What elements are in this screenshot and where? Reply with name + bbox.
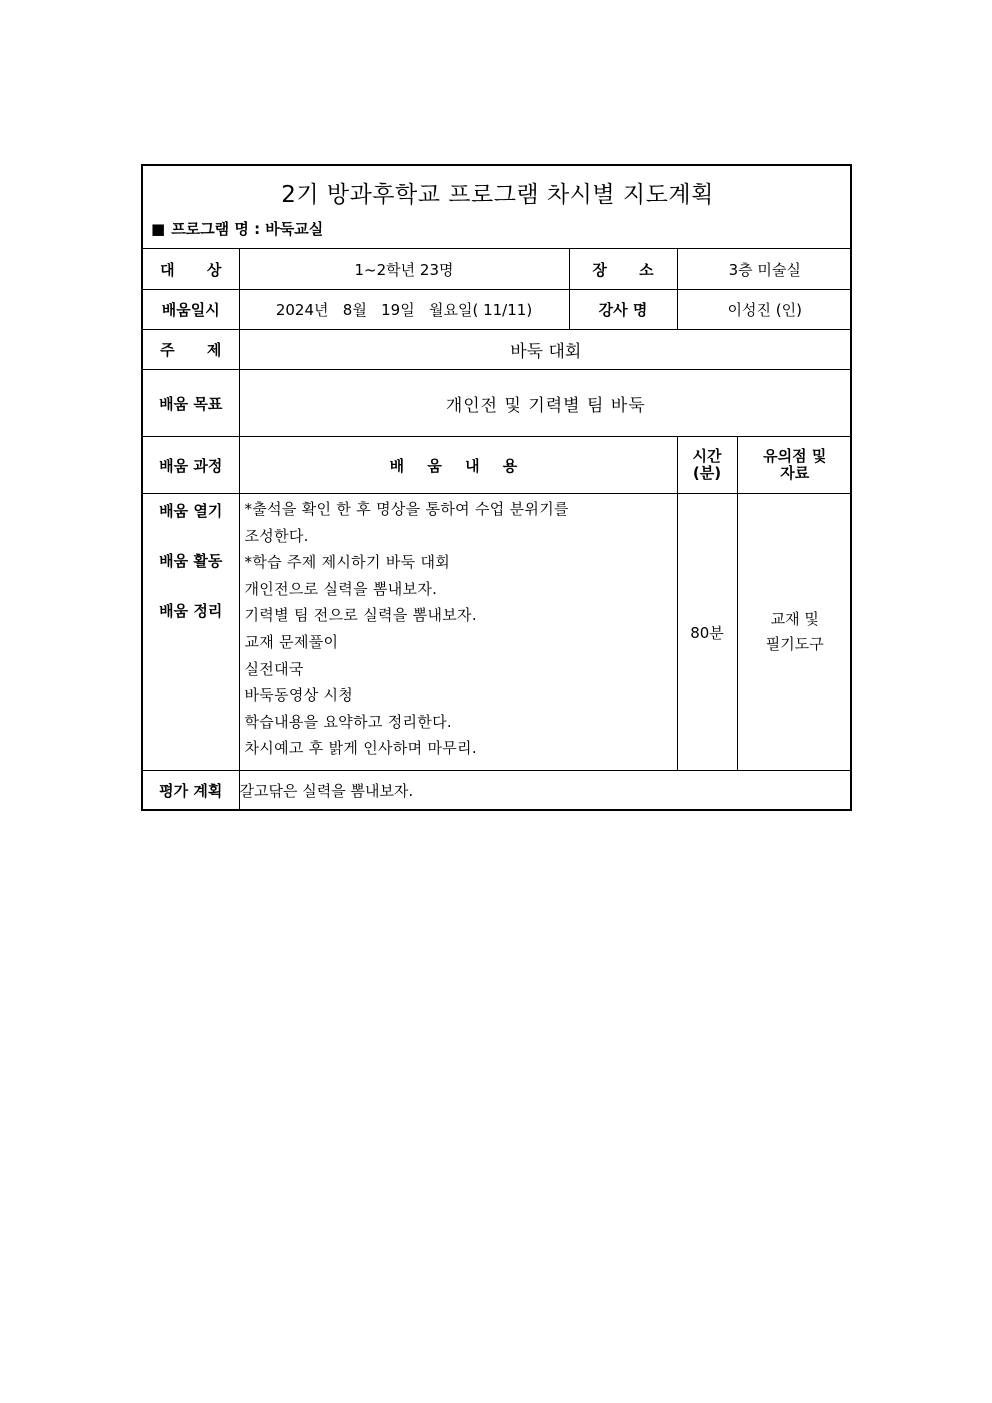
document-title: 2기 방과후학교 프로그램 차시별 지도계획 (281, 182, 714, 208)
content-line: 학습내용을 요약하고 정리한다. (244, 712, 452, 731)
content-header: 배 움 내 용 (239, 437, 677, 494)
target-label: 대 상 (160, 260, 235, 279)
notes-header (737, 437, 852, 494)
notes-header-line1: 유의점 및 (763, 447, 827, 465)
target-label-cell (143, 249, 239, 290)
materials-line: 교재 및 (770, 610, 819, 628)
materials-cell (737, 494, 852, 771)
content-line: 조성한다. (244, 526, 309, 545)
square-bullet-icon: ■ (151, 220, 166, 238)
materials-line: 필기도구 (765, 635, 824, 653)
target-value: 1~2학년 23명 (239, 249, 569, 290)
subject-label: 주 제 (160, 341, 235, 359)
stage-labels-cell (143, 494, 239, 771)
program-name-line (151, 218, 323, 239)
instructor-value: 이성진 (인) (677, 290, 852, 330)
date-label: 배움일시 (143, 290, 239, 330)
content-line: 차시예고 후 밝게 인사하며 마무리. (244, 739, 477, 758)
place-label-cell (569, 249, 677, 290)
content-line: *출석을 확인 한 후 명상을 통하여 수업 분위기를 (244, 500, 569, 518)
content-line: 기력별 팀 전으로 실력을 뽐내보자. (244, 606, 477, 625)
evaluation-value: 갈고닦은 실력을 뽐내보자. (239, 771, 852, 810)
place-label: 장 소 (592, 260, 668, 279)
evaluation-label: 평가 계획 (143, 771, 239, 810)
content-line: 개인전으로 실력을 뽐내보자. (244, 579, 438, 598)
content-line: 실전대국 (244, 659, 304, 678)
content-line: 교재 문제풀이 (244, 632, 339, 651)
content-line: *학습 주제 제시하기 바둑 대회 (244, 553, 451, 572)
notes-header-line2: 자료 (780, 464, 810, 482)
place-value: 3층 미술실 (677, 249, 852, 290)
time-header-line2: (분) (692, 464, 722, 482)
stage-activity: 배움 활동 (159, 552, 223, 570)
title-cell (143, 166, 852, 249)
time-value: 80분 (677, 494, 737, 771)
lesson-plan-table (143, 166, 852, 809)
process-header: 배움 과정 (143, 437, 239, 494)
stage-closing: 배움 정리 (159, 602, 223, 620)
date-value: 2024년 8월 19일 월요일( 11/11) (239, 290, 569, 330)
goal-label: 배움 목표 (143, 370, 239, 437)
stage-opening: 배움 열기 (159, 502, 223, 520)
subject-value: 바둑 대회 (239, 330, 852, 370)
time-header-line1: 시간 (692, 447, 722, 465)
lesson-plan-sheet (141, 164, 852, 811)
content-line: 바둑동영상 시청 (244, 686, 354, 705)
program-name: 프로그램 명 : 바둑교실 (171, 220, 324, 238)
goal-value: 개인전 및 기력별 팀 바둑 (239, 370, 852, 437)
subject-label-cell (143, 330, 239, 370)
instructor-label: 강사 명 (569, 290, 677, 330)
time-header (677, 437, 737, 494)
content-cell (239, 494, 677, 771)
